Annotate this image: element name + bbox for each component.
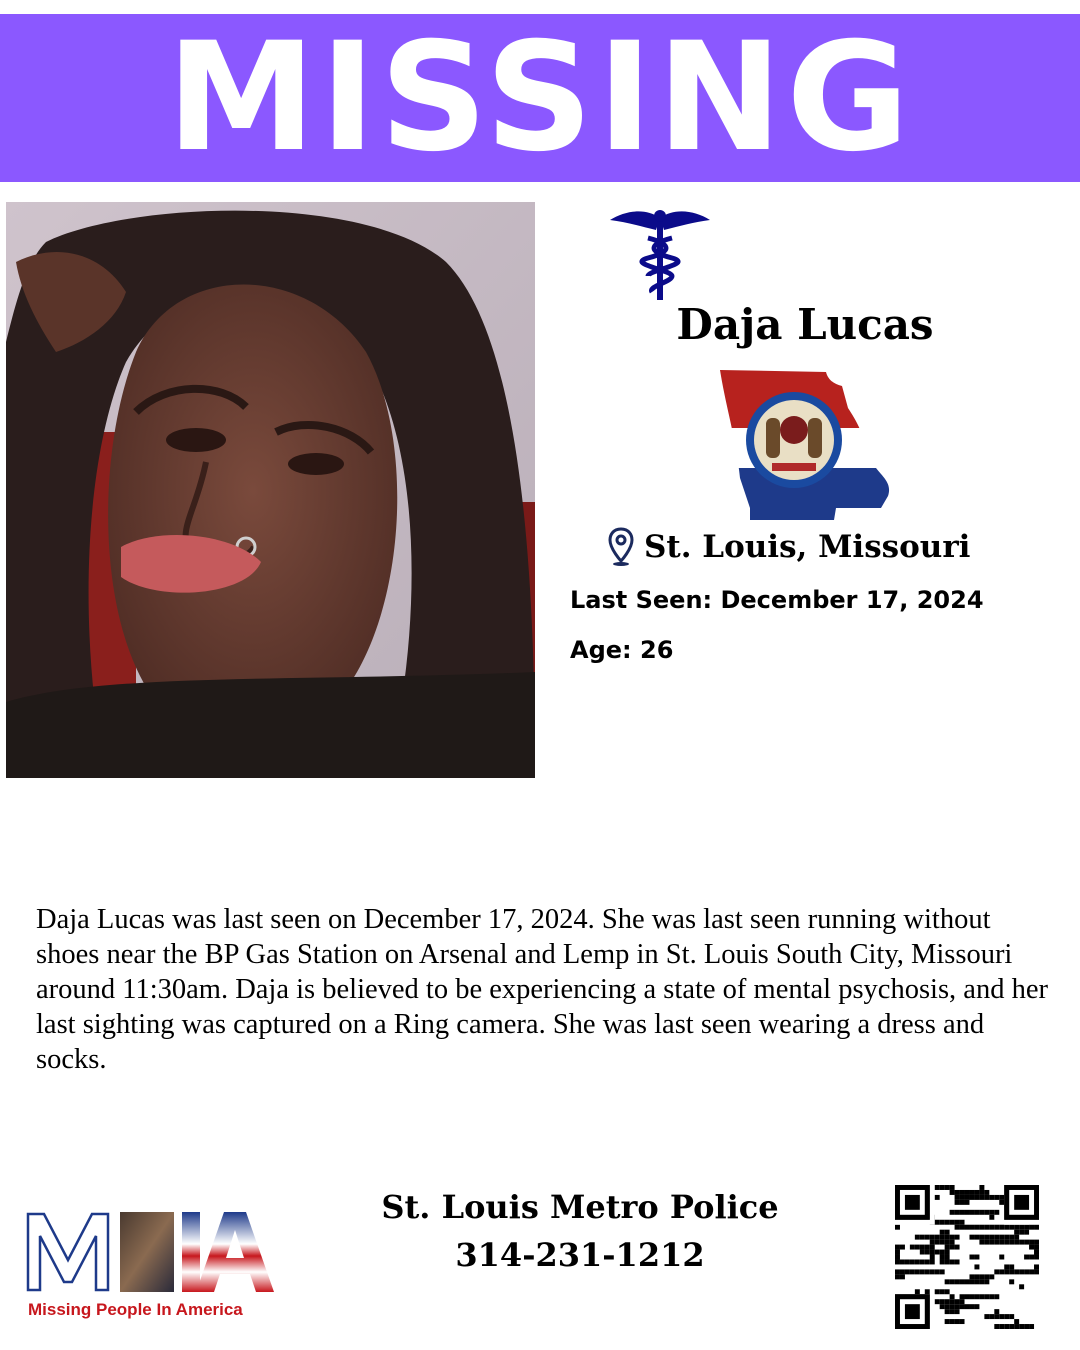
age-value: 26: [640, 636, 674, 664]
age-label: Age:: [570, 636, 632, 664]
logo-tagline: Missing People In America: [28, 1300, 243, 1319]
last-seen-value: December 17, 2024: [720, 586, 984, 614]
agency-name: St. Louis Metro Police: [381, 1188, 779, 1226]
case-description: Daja Lucas was last seen on December 17, 2024. She was last seen running without shoes near the BP Gas Station on Arsenal and Lemp in St. Louis South City, Missouri around 11:30am. Daja is believed to be experiencing a state of mental psychosis, and her last sighting was captured on a Ring camera. She was last seen wearing a dress and socks.: [36, 904, 1048, 1075]
last-seen-label: Last Seen:: [570, 586, 713, 614]
location-row: [608, 527, 970, 567]
banner-title: MISSING: [166, 11, 914, 185]
map-pin-icon: [608, 527, 634, 567]
missouri-flag-map: [716, 368, 900, 526]
age-row: [570, 636, 673, 664]
missing-person-photo: [6, 202, 535, 778]
missing-banner: [0, 11, 1080, 185]
qr-code[interactable]: [895, 1185, 1039, 1329]
caduceus-icon: [606, 208, 714, 302]
last-seen-row: [570, 586, 984, 614]
agency-phone: 314-231-1212: [455, 1236, 705, 1274]
person-name: Daja Lucas: [676, 300, 934, 349]
location-text: St. Louis, Missouri: [644, 529, 971, 565]
